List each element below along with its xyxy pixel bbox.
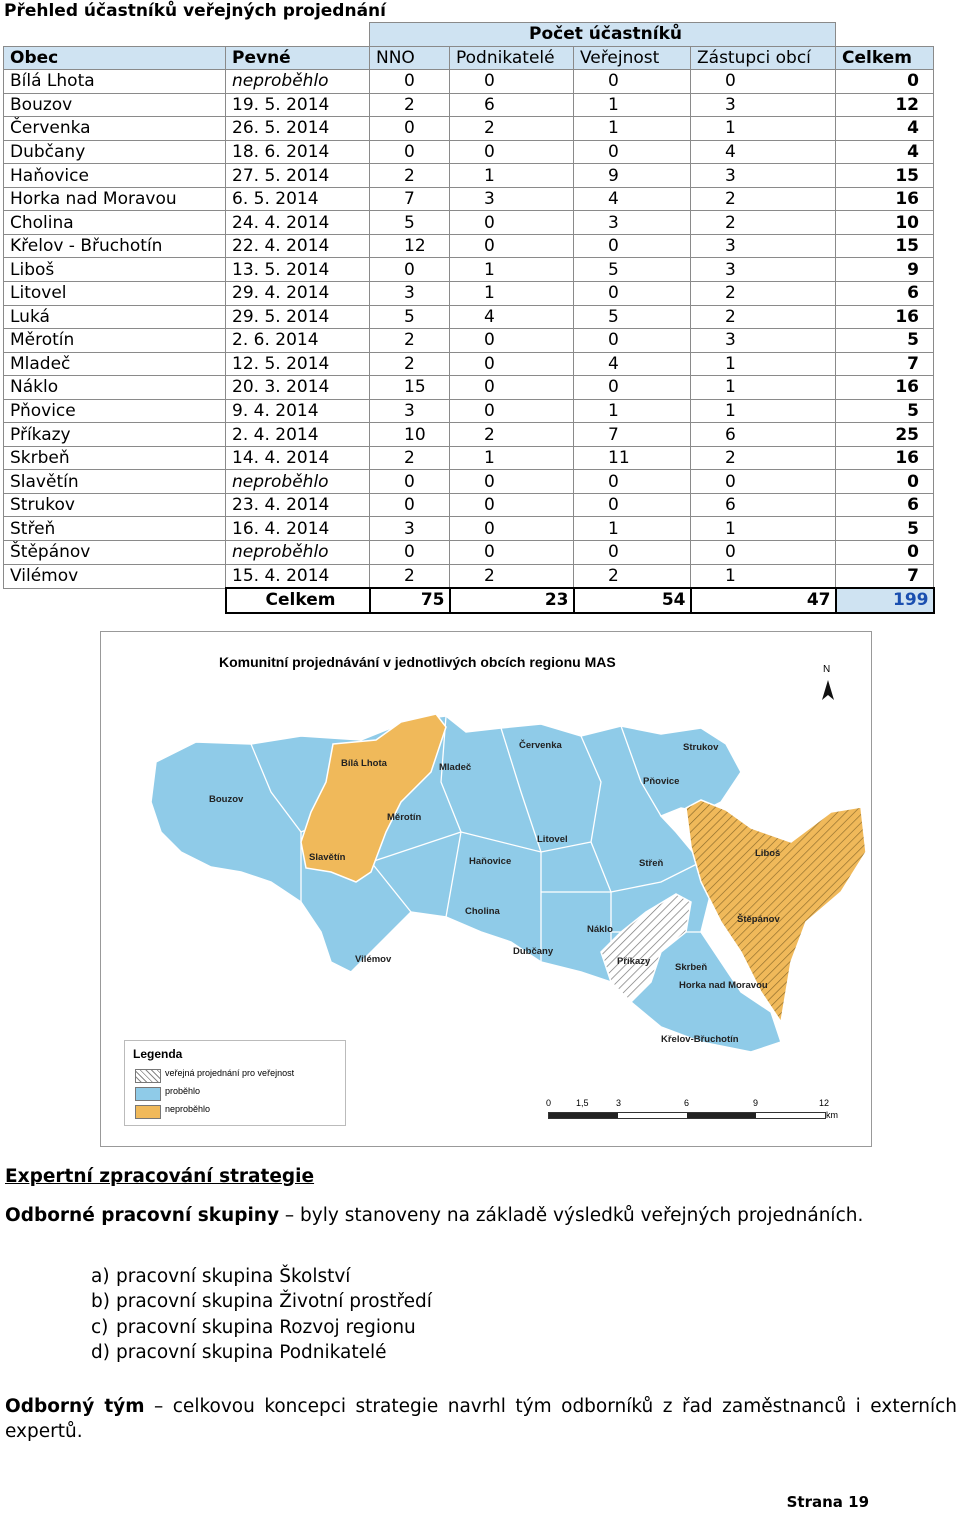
cell-verejnost: 1 xyxy=(574,117,691,141)
cell-podnikatele: 0 xyxy=(450,493,574,517)
cell-celkem: 4 xyxy=(836,140,934,164)
cell-date: 26. 5. 2014 xyxy=(226,117,370,141)
page-title: Přehled účastníků veřejných projednání xyxy=(4,1,386,21)
scale-tick-0: 0 xyxy=(546,1098,552,1108)
cell-verejnost: 5 xyxy=(574,305,691,329)
table-row xyxy=(4,305,934,329)
cell-verejnost: 0 xyxy=(574,376,691,400)
map-label: Měrotín xyxy=(387,812,422,823)
cell-zastupci: 1 xyxy=(691,517,836,541)
cell-date: 29. 5. 2014 xyxy=(226,305,370,329)
cell-verejnost: 7 xyxy=(574,423,691,447)
cell-obec: Haňovice xyxy=(4,164,226,188)
cell-obec: Slavětín xyxy=(4,470,226,494)
cell-celkem: 10 xyxy=(836,211,934,235)
table-row xyxy=(4,140,934,164)
cell-zastupci: 3 xyxy=(691,329,836,353)
map-label: Slavětín xyxy=(309,852,346,863)
table-body xyxy=(4,70,934,589)
participants-count-header: Počet účastníků xyxy=(370,23,836,47)
cell-verejnost: 0 xyxy=(574,493,691,517)
table-header-row xyxy=(4,46,934,70)
cell-zastupci: 4 xyxy=(691,140,836,164)
map-label: Haňovice xyxy=(469,856,512,867)
map-label: Bílá Lhota xyxy=(341,758,387,769)
cell-celkem: 25 xyxy=(836,423,934,447)
total-podnikatele: 23 xyxy=(450,588,574,613)
cell-obec: Bouzov xyxy=(4,93,226,117)
scale-bar-track xyxy=(548,1112,826,1119)
cell-podnikatele: 0 xyxy=(450,70,574,94)
scale-tick-2: 3 xyxy=(616,1098,622,1108)
working-groups-term: Odborné pracovní skupiny xyxy=(5,1205,280,1226)
cell-celkem: 7 xyxy=(836,352,934,376)
cell-date: 20. 3. 2014 xyxy=(226,376,370,400)
cell-obec: Cholina xyxy=(4,211,226,235)
cell-verejnost: 0 xyxy=(574,541,691,565)
cell-verejnost: 0 xyxy=(574,234,691,258)
cell-date: 16. 4. 2014 xyxy=(226,517,370,541)
cell-celkem: 7 xyxy=(836,564,934,588)
cell-obec: Křelov - Břuchotín xyxy=(4,234,226,258)
cell-nno: 2 xyxy=(370,329,450,353)
map-label: Střeň xyxy=(639,858,664,869)
total-nno: 75 xyxy=(370,588,450,613)
cell-nno: 12 xyxy=(370,234,450,258)
cell-date: 24. 4. 2014 xyxy=(226,211,370,235)
cell-verejnost: 0 xyxy=(574,470,691,494)
working-groups-list xyxy=(91,1264,432,1365)
scale-tick-1: 1,5 xyxy=(576,1098,589,1108)
cell-podnikatele: 2 xyxy=(450,423,574,447)
cell-celkem: 9 xyxy=(836,258,934,282)
table-row xyxy=(4,352,934,376)
legend-title: Legenda xyxy=(133,1047,183,1061)
cell-obec: Štěpánov xyxy=(4,541,226,565)
table-row xyxy=(4,423,934,447)
scale-bar xyxy=(546,1098,838,1138)
cell-date: 12. 5. 2014 xyxy=(226,352,370,376)
cell-podnikatele: 0 xyxy=(450,352,574,376)
list-text: pracovní skupina Rozvoj regionu xyxy=(116,1316,416,1338)
table-row xyxy=(4,564,934,588)
cell-zastupci: 1 xyxy=(691,564,836,588)
cell-podnikatele: 0 xyxy=(450,541,574,565)
cell-verejnost: 4 xyxy=(574,187,691,211)
cell-celkem: 5 xyxy=(836,329,934,353)
cell-podnikatele: 0 xyxy=(450,234,574,258)
list-marker: c) xyxy=(91,1316,109,1338)
working-groups-text: – byly stanoveny na základě výsledků veřejných projednáních. xyxy=(279,1205,864,1226)
cell-date: 19. 5. 2014 xyxy=(226,93,370,117)
map-label: Skrbeň xyxy=(675,962,708,973)
cell-verejnost: 0 xyxy=(574,329,691,353)
list-item xyxy=(91,1264,432,1289)
col-header-podnikatele: Podnikatelé xyxy=(450,46,574,70)
cell-nno: 3 xyxy=(370,282,450,306)
cell-celkem: 4 xyxy=(836,117,934,141)
cell-verejnost: 11 xyxy=(574,446,691,470)
cell-zastupci: 0 xyxy=(691,470,836,494)
cell-zastupci: 0 xyxy=(691,541,836,565)
legend-label-hatched: veřejná projednání pro veřejnost xyxy=(165,1068,295,1078)
participants-table xyxy=(3,22,935,614)
cell-zastupci: 2 xyxy=(691,187,836,211)
paragraph-working-groups xyxy=(5,1203,957,1228)
map-label: Cholina xyxy=(465,906,500,917)
section-heading: Expertní zpracování strategie xyxy=(5,1166,315,1187)
table-span-header-row xyxy=(4,23,934,47)
cell-celkem: 16 xyxy=(836,376,934,400)
cell-nno: 0 xyxy=(370,541,450,565)
cell-date: 9. 4. 2014 xyxy=(226,399,370,423)
table-row xyxy=(4,282,934,306)
list-item xyxy=(91,1340,432,1365)
cell-nno: 2 xyxy=(370,446,450,470)
total-zastupci: 47 xyxy=(691,588,836,613)
list-text: pracovní skupina Školství xyxy=(116,1266,351,1287)
cell-obec: Červenka xyxy=(4,117,226,141)
cell-celkem: 0 xyxy=(836,70,934,94)
legend-swatch-not-done xyxy=(135,1105,161,1119)
cell-zastupci: 6 xyxy=(691,423,836,447)
cell-zastupci: 1 xyxy=(691,376,836,400)
cell-celkem: 16 xyxy=(836,187,934,211)
table-row xyxy=(4,70,934,94)
map-label: Mladeč xyxy=(439,762,472,773)
cell-verejnost: 4 xyxy=(574,352,691,376)
cell-zastupci: 1 xyxy=(691,117,836,141)
cell-zastupci: 2 xyxy=(691,211,836,235)
scale-tick-3: 6 xyxy=(684,1098,690,1108)
map-label: Náklo xyxy=(587,924,613,935)
total-celkem: 199 xyxy=(836,588,934,613)
paragraph-expert-team xyxy=(5,1394,957,1444)
cell-podnikatele: 3 xyxy=(450,187,574,211)
map-title: Komunitní projednávání v jednotlivých obcích regionu MAS xyxy=(219,654,616,670)
cell-podnikatele: 0 xyxy=(450,517,574,541)
cell-zastupci: 1 xyxy=(691,399,836,423)
cell-date: 29. 4. 2014 xyxy=(226,282,370,306)
legend-swatch-done xyxy=(135,1087,161,1101)
cell-nno: 0 xyxy=(370,258,450,282)
col-header-celkem: Celkem xyxy=(836,46,934,70)
map-label: Bouzov xyxy=(209,794,244,805)
cell-nno: 3 xyxy=(370,399,450,423)
cell-nno: 0 xyxy=(370,493,450,517)
cell-zastupci: 3 xyxy=(691,164,836,188)
region-map xyxy=(100,631,872,1147)
cell-nno: 0 xyxy=(370,140,450,164)
cell-obec: Příkazy xyxy=(4,423,226,447)
cell-date: 27. 5. 2014 xyxy=(226,164,370,188)
cell-zastupci: 0 xyxy=(691,70,836,94)
cell-date: 15. 4. 2014 xyxy=(226,564,370,588)
table-row xyxy=(4,329,934,353)
col-header-verejnost: Veřejnost xyxy=(574,46,691,70)
cell-celkem: 15 xyxy=(836,164,934,188)
cell-celkem: 0 xyxy=(836,541,934,565)
map-label: Dubčany xyxy=(513,946,554,957)
table-row xyxy=(4,517,934,541)
list-text: pracovní skupina Životní prostředí xyxy=(116,1291,432,1313)
cell-nno: 2 xyxy=(370,93,450,117)
map-label: Křelov-Břuchotín xyxy=(661,1034,739,1045)
col-header-date: Pevné xyxy=(226,46,370,70)
cell-verejnost: 0 xyxy=(574,70,691,94)
cell-date: 2. 6. 2014 xyxy=(226,329,370,353)
cell-nno: 0 xyxy=(370,117,450,141)
cell-nno: 0 xyxy=(370,70,450,94)
cell-date: neproběhlo xyxy=(226,470,370,494)
cell-verejnost: 1 xyxy=(574,93,691,117)
col-header-nno: NNO xyxy=(370,46,450,70)
cell-date: 18. 6. 2014 xyxy=(226,140,370,164)
table-row xyxy=(4,446,934,470)
cell-podnikatele: 1 xyxy=(450,282,574,306)
table-row xyxy=(4,399,934,423)
cell-obec: Mladeč xyxy=(4,352,226,376)
cell-date: neproběhlo xyxy=(226,70,370,94)
cell-obec: Luká xyxy=(4,305,226,329)
cell-nno: 2 xyxy=(370,164,450,188)
cell-podnikatele: 0 xyxy=(450,140,574,164)
cell-obec: Skrbeň xyxy=(4,446,226,470)
list-marker: b) xyxy=(91,1291,110,1313)
cell-date: 6. 5. 2014 xyxy=(226,187,370,211)
map-label: Pňovice xyxy=(643,776,680,787)
cell-obec: Litovel xyxy=(4,282,226,306)
scale-tick-4: 9 xyxy=(753,1098,759,1108)
cell-verejnost: 1 xyxy=(574,517,691,541)
cell-zastupci: 6 xyxy=(691,493,836,517)
cell-date: 22. 4. 2014 xyxy=(226,234,370,258)
table-row xyxy=(4,376,934,400)
map-label: Strukov xyxy=(683,742,719,753)
cell-celkem: 6 xyxy=(836,493,934,517)
cell-nno: 7 xyxy=(370,187,450,211)
total-label: Celkem xyxy=(226,588,370,613)
cell-obec: Liboš xyxy=(4,258,226,282)
cell-celkem: 15 xyxy=(836,234,934,258)
cell-obec: Strukov xyxy=(4,493,226,517)
cell-verejnost: 2 xyxy=(574,564,691,588)
north-arrow-shape xyxy=(822,680,834,700)
table-row xyxy=(4,541,934,565)
cell-obec: Pňovice xyxy=(4,399,226,423)
cell-podnikatele: 1 xyxy=(450,258,574,282)
cell-zastupci: 3 xyxy=(691,234,836,258)
legend-label-not-done: neproběhlo xyxy=(165,1104,211,1114)
cell-date: neproběhlo xyxy=(226,541,370,565)
cell-podnikatele: 1 xyxy=(450,446,574,470)
table-row xyxy=(4,234,934,258)
cell-podnikatele: 2 xyxy=(450,117,574,141)
cell-celkem: 0 xyxy=(836,470,934,494)
cell-nno: 10 xyxy=(370,423,450,447)
col-header-obec: Obec xyxy=(4,46,226,70)
cell-celkem: 5 xyxy=(836,517,934,541)
cell-zastupci: 2 xyxy=(691,446,836,470)
legend-label-done: proběhlo xyxy=(165,1086,201,1096)
scale-tick-5: 12 xyxy=(819,1098,830,1108)
map-label: Litovel xyxy=(537,834,568,845)
cell-celkem: 16 xyxy=(836,446,934,470)
table-row xyxy=(4,211,934,235)
map-legend xyxy=(124,1040,346,1126)
cell-obec: Vilémov xyxy=(4,564,226,588)
cell-obec: Střeň xyxy=(4,517,226,541)
cell-podnikatele: 0 xyxy=(450,211,574,235)
cell-zastupci: 2 xyxy=(691,305,836,329)
cell-verejnost: 0 xyxy=(574,140,691,164)
cell-nno: 5 xyxy=(370,305,450,329)
table-total-row xyxy=(4,588,934,613)
list-marker: d) xyxy=(91,1341,110,1363)
cell-obec: Náklo xyxy=(4,376,226,400)
list-marker: a) xyxy=(91,1266,110,1287)
scale-unit: km xyxy=(826,1110,838,1120)
cell-celkem: 5 xyxy=(836,399,934,423)
cell-date: 13. 5. 2014 xyxy=(226,258,370,282)
cell-zastupci: 3 xyxy=(691,93,836,117)
table-row xyxy=(4,470,934,494)
cell-celkem: 12 xyxy=(836,93,934,117)
table-row xyxy=(4,493,934,517)
list-item xyxy=(91,1315,432,1340)
cell-zastupci: 3 xyxy=(691,258,836,282)
north-arrow-icon xyxy=(822,680,834,700)
map-label: Příkazy xyxy=(617,956,651,967)
cell-podnikatele: 0 xyxy=(450,470,574,494)
cell-obec: Měrotín xyxy=(4,329,226,353)
map-label: Štěpánov xyxy=(737,914,780,925)
legend-swatch-hatched xyxy=(135,1069,161,1083)
cell-podnikatele: 4 xyxy=(450,305,574,329)
cell-obec: Dubčany xyxy=(4,140,226,164)
table-row xyxy=(4,187,934,211)
cell-podnikatele: 0 xyxy=(450,399,574,423)
table-row xyxy=(4,258,934,282)
cell-nno: 2 xyxy=(370,352,450,376)
cell-nno: 3 xyxy=(370,517,450,541)
cell-date: 23. 4. 2014 xyxy=(226,493,370,517)
cell-celkem: 6 xyxy=(836,282,934,306)
cell-zastupci: 2 xyxy=(691,282,836,306)
cell-obec: Bílá Lhota xyxy=(4,70,226,94)
col-header-zastupci: Zástupci obcí xyxy=(691,46,836,70)
cell-podnikatele: 2 xyxy=(450,564,574,588)
total-verejnost: 54 xyxy=(574,588,691,613)
table-row xyxy=(4,164,934,188)
cell-verejnost: 0 xyxy=(574,282,691,306)
cell-zastupci: 1 xyxy=(691,352,836,376)
cell-nno: 2 xyxy=(370,564,450,588)
map-label: Horka nad Moravou xyxy=(679,980,768,991)
cell-obec: Horka nad Moravou xyxy=(4,187,226,211)
cell-nno: 15 xyxy=(370,376,450,400)
map-label: Vilémov xyxy=(355,954,392,965)
cell-date: 14. 4. 2014 xyxy=(226,446,370,470)
cell-date: 2. 4. 2014 xyxy=(226,423,370,447)
cell-verejnost: 3 xyxy=(574,211,691,235)
cell-nno: 0 xyxy=(370,470,450,494)
cell-celkem: 16 xyxy=(836,305,934,329)
expert-team-text: – celkovou koncepci strategie navrhl tým odborníků z řad zaměstnanců i externích expertů. xyxy=(5,1396,957,1442)
map-label: Červenka xyxy=(519,740,562,751)
table-row xyxy=(4,117,934,141)
expert-team-term: Odborný tým xyxy=(5,1396,145,1417)
cell-verejnost: 5 xyxy=(574,258,691,282)
list-item xyxy=(91,1289,432,1314)
north-label: N xyxy=(823,664,831,675)
cell-podnikatele: 6 xyxy=(450,93,574,117)
cell-podnikatele: 1 xyxy=(450,164,574,188)
map-label: Liboš xyxy=(755,848,781,859)
cell-verejnost: 9 xyxy=(574,164,691,188)
cell-verejnost: 1 xyxy=(574,399,691,423)
page-number: Strana 19 xyxy=(786,1493,869,1511)
cell-podnikatele: 0 xyxy=(450,329,574,353)
cell-nno: 5 xyxy=(370,211,450,235)
cell-podnikatele: 0 xyxy=(450,376,574,400)
list-text: pracovní skupina Podnikatelé xyxy=(116,1341,387,1363)
table-row xyxy=(4,93,934,117)
